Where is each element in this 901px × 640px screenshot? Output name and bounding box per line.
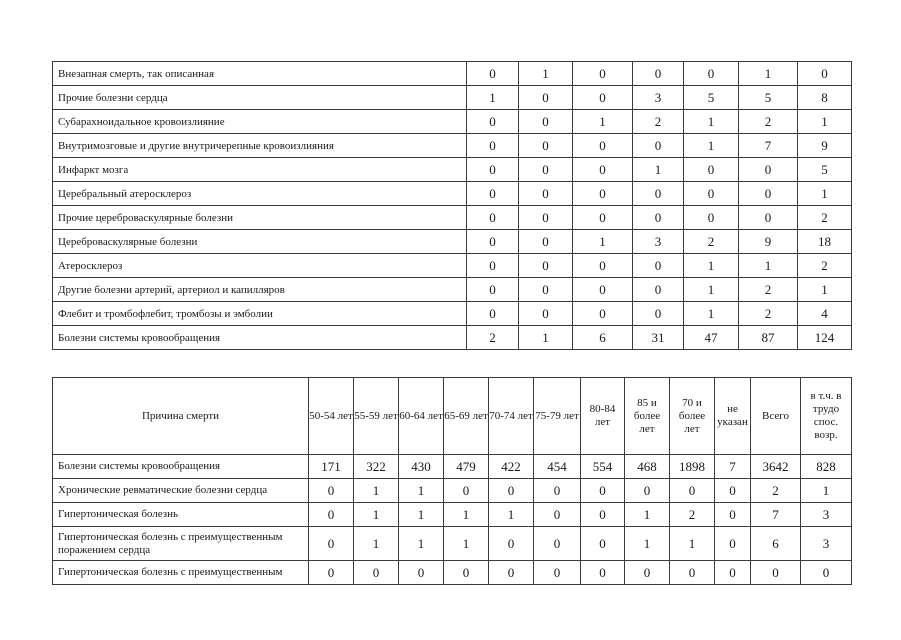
value-cell: 0 xyxy=(633,254,684,278)
value-cell: 0 xyxy=(444,479,489,503)
value-cell: 1 xyxy=(684,134,739,158)
table-row xyxy=(53,86,852,110)
value-cell: 0 xyxy=(467,158,519,182)
value-cell: 0 xyxy=(467,206,519,230)
value-cell: 0 xyxy=(684,158,739,182)
value-cell: 9 xyxy=(798,134,852,158)
table-row xyxy=(53,561,852,585)
value-cell: 0 xyxy=(573,254,633,278)
header-age: 55-59 лет xyxy=(354,378,399,455)
value-cell: 0 xyxy=(467,134,519,158)
value-cell: 0 xyxy=(573,278,633,302)
value-cell: 1 xyxy=(798,278,852,302)
value-cell: 0 xyxy=(467,182,519,206)
value-cell: 6 xyxy=(573,326,633,350)
value-cell: 0 xyxy=(534,527,581,561)
value-cell: 0 xyxy=(625,479,670,503)
value-cell: 31 xyxy=(633,326,684,350)
value-cell: 0 xyxy=(489,561,534,585)
value-cell: 0 xyxy=(633,62,684,86)
cause-cell: Церебральный атеросклероз xyxy=(53,182,467,206)
value-cell: 3 xyxy=(801,503,852,527)
table-row xyxy=(53,479,852,503)
mortality-table-top xyxy=(52,61,852,350)
value-cell: 1 xyxy=(739,62,798,86)
value-cell: 2 xyxy=(798,206,852,230)
value-cell: 0 xyxy=(581,561,625,585)
cause-cell: Атеросклероз xyxy=(53,254,467,278)
value-cell: 1 xyxy=(739,254,798,278)
value-cell: 1 xyxy=(573,110,633,134)
cause-cell: Внезапная смерть, так описанная xyxy=(53,62,467,86)
value-cell: 124 xyxy=(798,326,852,350)
header-age: 60-64 лет xyxy=(399,378,444,455)
value-cell: 9 xyxy=(739,230,798,254)
value-cell: 0 xyxy=(633,206,684,230)
cause-cell: Инфаркт мозга xyxy=(53,158,467,182)
value-cell: 0 xyxy=(751,561,801,585)
value-cell: 0 xyxy=(581,527,625,561)
value-cell: 1 xyxy=(684,278,739,302)
value-cell: 87 xyxy=(739,326,798,350)
value-cell: 0 xyxy=(399,561,444,585)
value-cell: 1 xyxy=(354,479,399,503)
value-cell: 5 xyxy=(739,86,798,110)
table-row xyxy=(53,326,852,350)
table-row xyxy=(53,503,852,527)
value-cell: 3 xyxy=(633,86,684,110)
value-cell: 0 xyxy=(519,302,573,326)
header-cause: Причина смерти xyxy=(53,378,309,455)
header-row xyxy=(53,378,852,455)
value-cell: 1 xyxy=(573,230,633,254)
table-row xyxy=(53,455,852,479)
value-cell: 1898 xyxy=(670,455,715,479)
value-cell: 0 xyxy=(519,158,573,182)
value-cell: 0 xyxy=(489,479,534,503)
value-cell: 0 xyxy=(467,302,519,326)
header-age: 65-69 лет xyxy=(444,378,489,455)
value-cell: 7 xyxy=(715,455,751,479)
cause-cell: Другие болезни артерий, артериол и капилляров xyxy=(53,278,467,302)
value-cell: 0 xyxy=(467,278,519,302)
value-cell: 3642 xyxy=(751,455,801,479)
value-cell: 0 xyxy=(573,206,633,230)
cause-cell: Хронические ревматические болезни сердца xyxy=(53,479,309,503)
value-cell: 1 xyxy=(684,254,739,278)
value-cell: 1 xyxy=(684,110,739,134)
value-cell: 0 xyxy=(581,479,625,503)
value-cell: 3 xyxy=(801,527,852,561)
value-cell: 0 xyxy=(519,230,573,254)
value-cell: 2 xyxy=(467,326,519,350)
mortality-table-bottom xyxy=(52,377,852,585)
value-cell: 0 xyxy=(715,527,751,561)
value-cell: 454 xyxy=(534,455,581,479)
value-cell: 479 xyxy=(444,455,489,479)
value-cell: 828 xyxy=(801,455,852,479)
value-cell: 0 xyxy=(715,561,751,585)
value-cell: 0 xyxy=(467,230,519,254)
value-cell: 0 xyxy=(519,182,573,206)
header-age: 70 и более лет xyxy=(670,378,715,455)
value-cell: 1 xyxy=(399,503,444,527)
value-cell: 8 xyxy=(798,86,852,110)
value-cell: 0 xyxy=(519,134,573,158)
value-cell: 1 xyxy=(399,527,444,561)
value-cell: 1 xyxy=(444,503,489,527)
cause-cell: Гипертоническая болезнь с преимущественным xyxy=(53,561,309,585)
value-cell: 1 xyxy=(444,527,489,561)
cause-cell: Гипертоническая болезнь xyxy=(53,503,309,527)
value-cell: 5 xyxy=(684,86,739,110)
value-cell: 1 xyxy=(625,503,670,527)
value-cell: 554 xyxy=(581,455,625,479)
cause-cell: Прочие цереброваскулярные болезни xyxy=(53,206,467,230)
value-cell: 0 xyxy=(519,86,573,110)
value-cell: 7 xyxy=(739,134,798,158)
value-cell: 0 xyxy=(573,302,633,326)
header-age: 70-74 лет xyxy=(489,378,534,455)
value-cell: 0 xyxy=(581,503,625,527)
value-cell: 0 xyxy=(670,479,715,503)
value-cell: 1 xyxy=(625,527,670,561)
value-cell: 322 xyxy=(354,455,399,479)
value-cell: 1 xyxy=(399,479,444,503)
value-cell: 1 xyxy=(670,527,715,561)
table-row xyxy=(53,254,852,278)
value-cell: 0 xyxy=(467,254,519,278)
table-row xyxy=(53,527,852,561)
value-cell: 1 xyxy=(801,479,852,503)
value-cell: 1 xyxy=(798,182,852,206)
cause-cell: Гипертоническая болезнь с преимущественным поражением сердца xyxy=(53,527,309,561)
value-cell: 0 xyxy=(670,561,715,585)
value-cell: 0 xyxy=(534,479,581,503)
value-cell: 0 xyxy=(684,182,739,206)
value-cell: 0 xyxy=(684,206,739,230)
value-cell: 422 xyxy=(489,455,534,479)
value-cell: 2 xyxy=(670,503,715,527)
value-cell: 18 xyxy=(798,230,852,254)
header-age: 50-54 лет xyxy=(309,378,354,455)
value-cell: 0 xyxy=(309,561,354,585)
value-cell: 0 xyxy=(444,561,489,585)
value-cell: 1 xyxy=(633,158,684,182)
header-age: 75-79 лет xyxy=(534,378,581,455)
value-cell: 0 xyxy=(519,110,573,134)
value-cell: 1 xyxy=(354,527,399,561)
value-cell: 0 xyxy=(534,503,581,527)
cause-cell: Внутримозговые и другие внутричерепные кровоизлияния xyxy=(53,134,467,158)
cause-cell: Цереброваскулярные болезни xyxy=(53,230,467,254)
value-cell: 0 xyxy=(467,62,519,86)
value-cell: 0 xyxy=(519,278,573,302)
table-row xyxy=(53,62,852,86)
value-cell: 0 xyxy=(801,561,852,585)
value-cell: 2 xyxy=(739,302,798,326)
value-cell: 0 xyxy=(354,561,399,585)
value-cell: 5 xyxy=(798,158,852,182)
header-unspecified: не указан xyxy=(715,378,751,455)
value-cell: 171 xyxy=(309,455,354,479)
value-cell: 2 xyxy=(739,278,798,302)
value-cell: 2 xyxy=(684,230,739,254)
table-row xyxy=(53,278,852,302)
value-cell: 0 xyxy=(309,527,354,561)
table-row xyxy=(53,206,852,230)
value-cell: 0 xyxy=(519,206,573,230)
value-cell: 2 xyxy=(739,110,798,134)
value-cell: 0 xyxy=(625,561,670,585)
value-cell: 4 xyxy=(798,302,852,326)
table-row xyxy=(53,182,852,206)
value-cell: 0 xyxy=(573,134,633,158)
header-working-age: в т.ч. в трудо спос. возр. xyxy=(801,378,852,455)
value-cell: 0 xyxy=(715,479,751,503)
value-cell: 0 xyxy=(489,527,534,561)
table-row xyxy=(53,134,852,158)
cause-cell: Прочие болезни сердца xyxy=(53,86,467,110)
value-cell: 468 xyxy=(625,455,670,479)
value-cell: 0 xyxy=(573,182,633,206)
value-cell: 0 xyxy=(798,62,852,86)
value-cell: 7 xyxy=(751,503,801,527)
header-age: 80-84 лет xyxy=(581,378,625,455)
value-cell: 3 xyxy=(633,230,684,254)
value-cell: 0 xyxy=(739,158,798,182)
value-cell: 1 xyxy=(798,110,852,134)
value-cell: 1 xyxy=(489,503,534,527)
value-cell: 0 xyxy=(739,206,798,230)
value-cell: 0 xyxy=(633,302,684,326)
value-cell: 0 xyxy=(309,503,354,527)
cause-cell: Флебит и тромбофлебит, тромбозы и эмболии xyxy=(53,302,467,326)
value-cell: 1 xyxy=(519,62,573,86)
cause-cell: Субарахноидальное кровоизлияние xyxy=(53,110,467,134)
value-cell: 0 xyxy=(633,134,684,158)
value-cell: 0 xyxy=(633,182,684,206)
value-cell: 430 xyxy=(399,455,444,479)
value-cell: 2 xyxy=(751,479,801,503)
value-cell: 0 xyxy=(467,110,519,134)
value-cell: 47 xyxy=(684,326,739,350)
table-row xyxy=(53,302,852,326)
table-row xyxy=(53,110,852,134)
value-cell: 0 xyxy=(519,254,573,278)
value-cell: 0 xyxy=(534,561,581,585)
value-cell: 1 xyxy=(467,86,519,110)
header-total: Всего xyxy=(751,378,801,455)
table-row xyxy=(53,158,852,182)
value-cell: 6 xyxy=(751,527,801,561)
value-cell: 2 xyxy=(633,110,684,134)
value-cell: 0 xyxy=(573,86,633,110)
value-cell: 0 xyxy=(633,278,684,302)
value-cell: 2 xyxy=(798,254,852,278)
value-cell: 1 xyxy=(519,326,573,350)
value-cell: 0 xyxy=(309,479,354,503)
value-cell: 1 xyxy=(354,503,399,527)
value-cell: 0 xyxy=(573,158,633,182)
cause-cell: Болезни системы кровообращения xyxy=(53,326,467,350)
header-age: 85 и более лет xyxy=(625,378,670,455)
value-cell: 0 xyxy=(573,62,633,86)
value-cell: 0 xyxy=(739,182,798,206)
table-row xyxy=(53,230,852,254)
value-cell: 1 xyxy=(684,302,739,326)
value-cell: 0 xyxy=(715,503,751,527)
cause-cell: Болезни системы кровообращения xyxy=(53,455,309,479)
value-cell: 0 xyxy=(684,62,739,86)
